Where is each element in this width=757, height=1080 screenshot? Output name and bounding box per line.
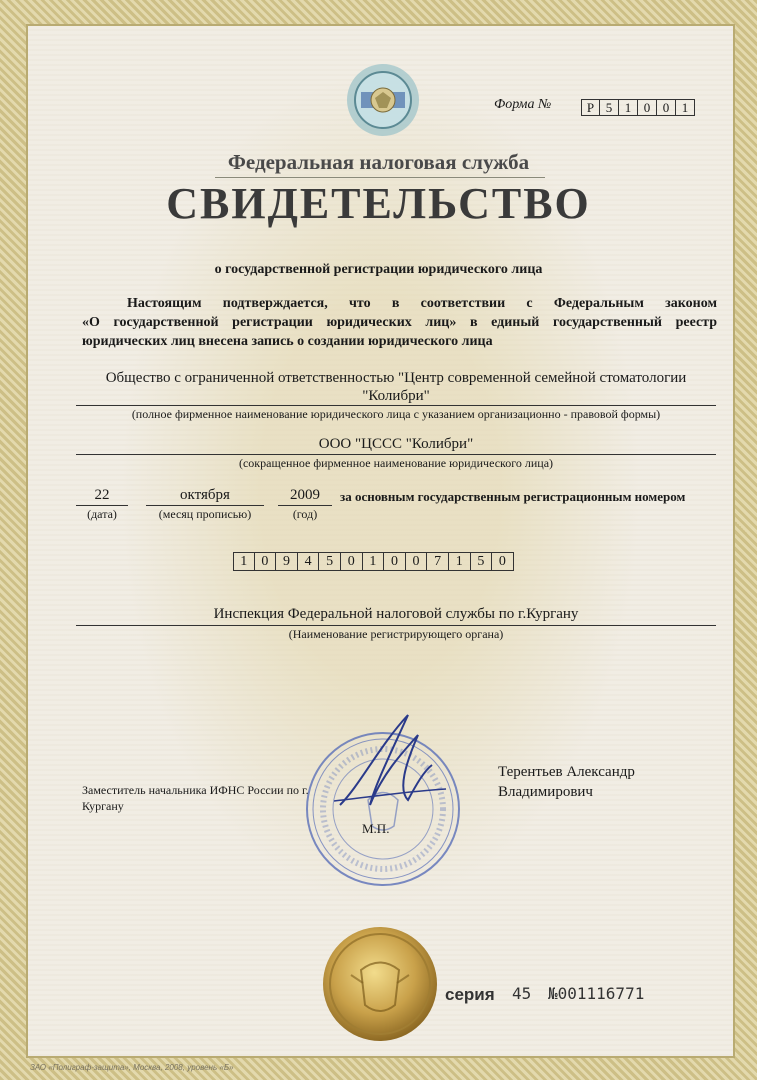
ogrn-digit-cell: 0 (406, 552, 428, 571)
handwritten-signature-icon (320, 705, 450, 825)
date-year: 2009 (290, 487, 320, 503)
ogrn-digit-cell: 1 (233, 552, 255, 571)
form-code-cell: 1 (676, 99, 695, 116)
ogrn-digit-cell: 0 (341, 552, 363, 571)
certification-paragraph (82, 294, 717, 351)
form-code-cell: Р (581, 99, 600, 116)
year-underline (278, 505, 332, 506)
form-number-cells (581, 99, 695, 116)
authority-underline (76, 625, 716, 626)
entity-full-name (76, 369, 716, 405)
registration-number-label: за основным государственным регистрационным номером (340, 489, 686, 504)
certificate-number: №001116771 (548, 984, 645, 1003)
series-label: серия (445, 985, 495, 1004)
entity-short-name: ООО "ЦССС "Колибри" (318, 436, 474, 452)
signer-position (82, 782, 332, 814)
ogrn-digit-cell: 1 (449, 552, 471, 571)
form-code-cell: 5 (600, 99, 619, 116)
ogrn-digit-cell: 4 (298, 552, 320, 571)
ogrn-digit-cell: 0 (384, 552, 406, 571)
entity-full-name-line-2: "Колибри" (362, 388, 430, 404)
form-code-cell: 0 (657, 99, 676, 116)
ogrn-digit-cell: 5 (471, 552, 493, 571)
paragraph-line-1: Настоящим подтверждается, что в соответствии с Федеральным законом (127, 296, 717, 311)
document-title: СВИДЕТЕЛЬСТВО (166, 179, 591, 228)
ogrn-digit-cell: 9 (276, 552, 298, 571)
month-underline (146, 505, 264, 506)
ogrn-digit-cell: 7 (427, 552, 449, 571)
seal-place-label: М.П. (362, 821, 390, 836)
short-name-underline (76, 454, 716, 455)
paragraph-line-3: юридических лиц внесена запись о создании юридического лица (82, 334, 493, 349)
ogrn-digit-cell: 5 (319, 552, 341, 571)
short-name-caption: (сокращенное фирменное наименование юридического лица) (238, 456, 554, 470)
date-day: 22 (94, 487, 110, 503)
form-code-cell: 0 (638, 99, 657, 116)
agency-name: Федеральная налоговая служба (227, 150, 530, 174)
entity-full-name-line-1: Общество с ограниченной ответственностью "Центр современной семейной стоматологии (105, 370, 687, 386)
ogrn-digit-cell: 1 (363, 552, 385, 571)
signer-position-line-2: Кургану (82, 799, 124, 813)
form-code-cell: 1 (619, 99, 638, 116)
year-caption: (год) (292, 507, 318, 521)
month-caption: (месяц прописью) (158, 507, 252, 521)
ogrn-digit-cell: 0 (492, 552, 514, 571)
authority-caption: (Наименование регистрирующего органа) (288, 627, 504, 641)
gold-seal-icon (321, 925, 439, 1043)
signer-name (498, 762, 688, 802)
full-name-underline (76, 405, 716, 406)
registering-authority: Инспекция Федеральной налоговой службы по г.Кургану (213, 606, 579, 622)
signer-name-line-1: Терентьев Александр (498, 764, 635, 780)
date-month: октября (180, 487, 230, 503)
paragraph-line-2: «О государственной регистрации юридических лиц» в единый государственный реестр (82, 315, 717, 330)
day-caption: (дата) (87, 507, 117, 521)
full-name-caption: (полное фирменное наименование юридического лица с указанием организационно - правовой формы) (131, 407, 661, 421)
series-value: 45 (512, 984, 532, 1003)
signer-position-line-1: Заместитель начальника ИФНС России по г. (82, 783, 309, 797)
hologram-emblem-icon (345, 62, 421, 138)
ogrn-digit-cell: 0 (255, 552, 277, 571)
printer-imprint: ЗАО «Полиграф-защита», Москва, 2008, уровень «Б» (30, 1063, 234, 1072)
ogrn-number-cells (233, 552, 514, 571)
day-underline (76, 505, 128, 506)
document-subtitle: о государственной регистрации юридического лица (214, 262, 543, 277)
form-number-label: Форма № (494, 97, 552, 112)
signer-name-line-2: Владимирович (498, 784, 593, 800)
